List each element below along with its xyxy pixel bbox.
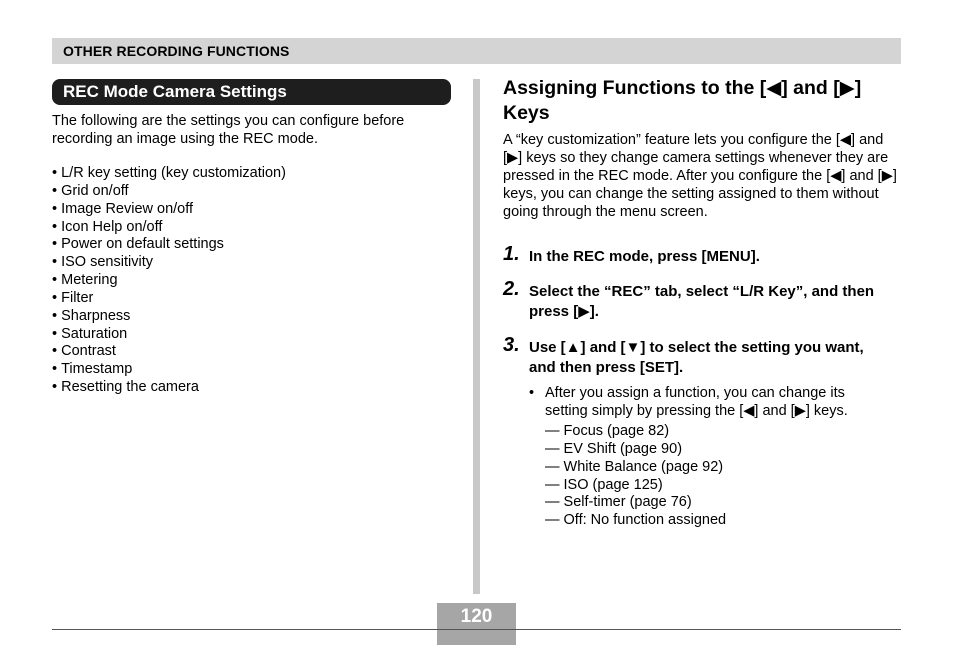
page-number-box — [437, 603, 516, 645]
step-text: Select the “REC” tab, select “L/R Key”, and then press [▶]. — [529, 283, 875, 320]
step-text: In the REC mode, press [MENU]. — [529, 248, 760, 265]
list-item: — Self-timer (page 76) — [545, 494, 726, 512]
chapter-title: OTHER RECORDING FUNCTIONS — [63, 43, 290, 59]
left-intro-paragraph: The following are the settings you can configure before recording an image using the REC mode. — [52, 113, 405, 147]
list-item: • Contrast — [52, 343, 286, 361]
list-item: • Filter — [52, 290, 286, 308]
list-item: — ISO (page 125) — [545, 477, 726, 495]
settings-list — [52, 165, 286, 397]
function-options-list — [545, 423, 726, 530]
list-item: • Image Review on/off — [52, 201, 286, 219]
note-text: After you assign a function, you can change its setting simply by pressing the [◀] and [▶] keys. — [545, 385, 848, 419]
section-heading — [52, 79, 451, 105]
section-header-bar — [52, 38, 901, 64]
step-text: Use [▲] and [▼] to select the setting you want, and then press [SET]. — [529, 339, 864, 376]
list-item: — Focus (page 82) — [545, 423, 726, 441]
list-item: • L/R key setting (key customization) — [52, 165, 286, 183]
step-number: 2. — [503, 278, 520, 300]
page-title: Assigning Functions to the [◀] and [▶] Keys — [503, 77, 862, 124]
list-item: • Metering — [52, 272, 286, 290]
page-number-base — [437, 630, 516, 645]
list-item: — White Balance (page 92) — [545, 459, 726, 477]
list-item: — Off: No function assigned — [545, 512, 726, 530]
right-intro-paragraph: A “key customization” feature lets you configure the [◀] and [▶] keys so they change camera settings whenever they are pressed in the REC mode. After you configure the [◀] and [▶] keys, you can change the setting assigned to them without going through the menu screen. — [503, 132, 897, 220]
list-item: • Grid on/off — [52, 183, 286, 201]
bullet-icon: • — [529, 385, 535, 401]
step-number: 1. — [503, 243, 520, 265]
list-item: • Saturation — [52, 326, 286, 344]
list-item: — EV Shift (page 90) — [545, 441, 726, 459]
list-item: • Timestamp — [52, 361, 286, 379]
step-number: 3. — [503, 334, 520, 356]
list-item: • Power on default settings — [52, 236, 286, 254]
page-number: 120 — [460, 606, 493, 627]
list-item: • Icon Help on/off — [52, 219, 286, 237]
list-item: • Sharpness — [52, 308, 286, 326]
column-divider — [473, 79, 480, 594]
list-item: • Resetting the camera — [52, 379, 286, 397]
section-heading-text: REC Mode Camera Settings — [63, 82, 287, 101]
list-item: • ISO sensitivity — [52, 254, 286, 272]
